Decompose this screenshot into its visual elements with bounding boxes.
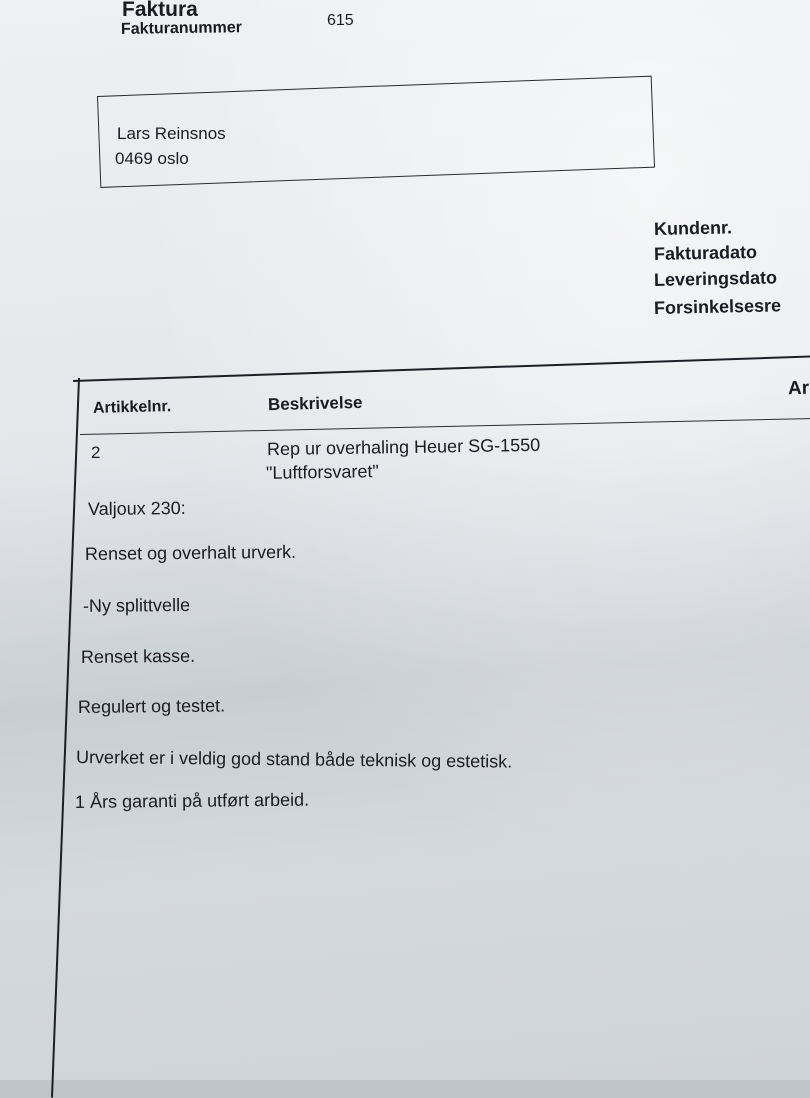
delivery-date-label: Leveringsdato (653, 267, 778, 290)
invoice-number: 615 (327, 12, 354, 29)
invoice-number-label: Fakturanummer (120, 19, 243, 38)
customer-city: 0469 oslo (115, 149, 189, 168)
table-header-divider (80, 418, 810, 435)
table-left-border (51, 378, 80, 1098)
late-interest-label: Forsinkelsesre (653, 295, 782, 318)
customer-no-label: Kundenr. (653, 217, 733, 239)
table-top-border (73, 355, 810, 382)
customer-name: Lars Reinsnos (117, 124, 226, 143)
detail-line: Urverket er i veldig god stand både teknisk og estetisk. (75, 747, 513, 772)
detail-line: Valjoux 230: (87, 497, 186, 519)
detail-line: 1 Års garanti på utført arbeid. (74, 789, 310, 812)
invoice-title: Faktura (122, 0, 198, 21)
column-header-cut-off: Ar (787, 377, 810, 400)
column-header-article-no: Artikkelnr. (92, 398, 172, 417)
invoice-date-label: Fakturadato (653, 241, 758, 264)
row-description-line1: Rep ur overhaling Heuer SG-1550 (266, 434, 541, 460)
detail-line: Regulert og testet. (77, 695, 226, 717)
detail-line: -Ny splittvelle (82, 594, 191, 616)
row-description-line2: "Luftforsvaret" (265, 461, 379, 483)
detail-line: Renset kasse. (80, 645, 196, 667)
detail-line: Renset og overhalt urverk. (84, 541, 297, 564)
column-header-description: Beskrivelse (267, 392, 363, 415)
row-article-no: 2 (91, 443, 101, 462)
